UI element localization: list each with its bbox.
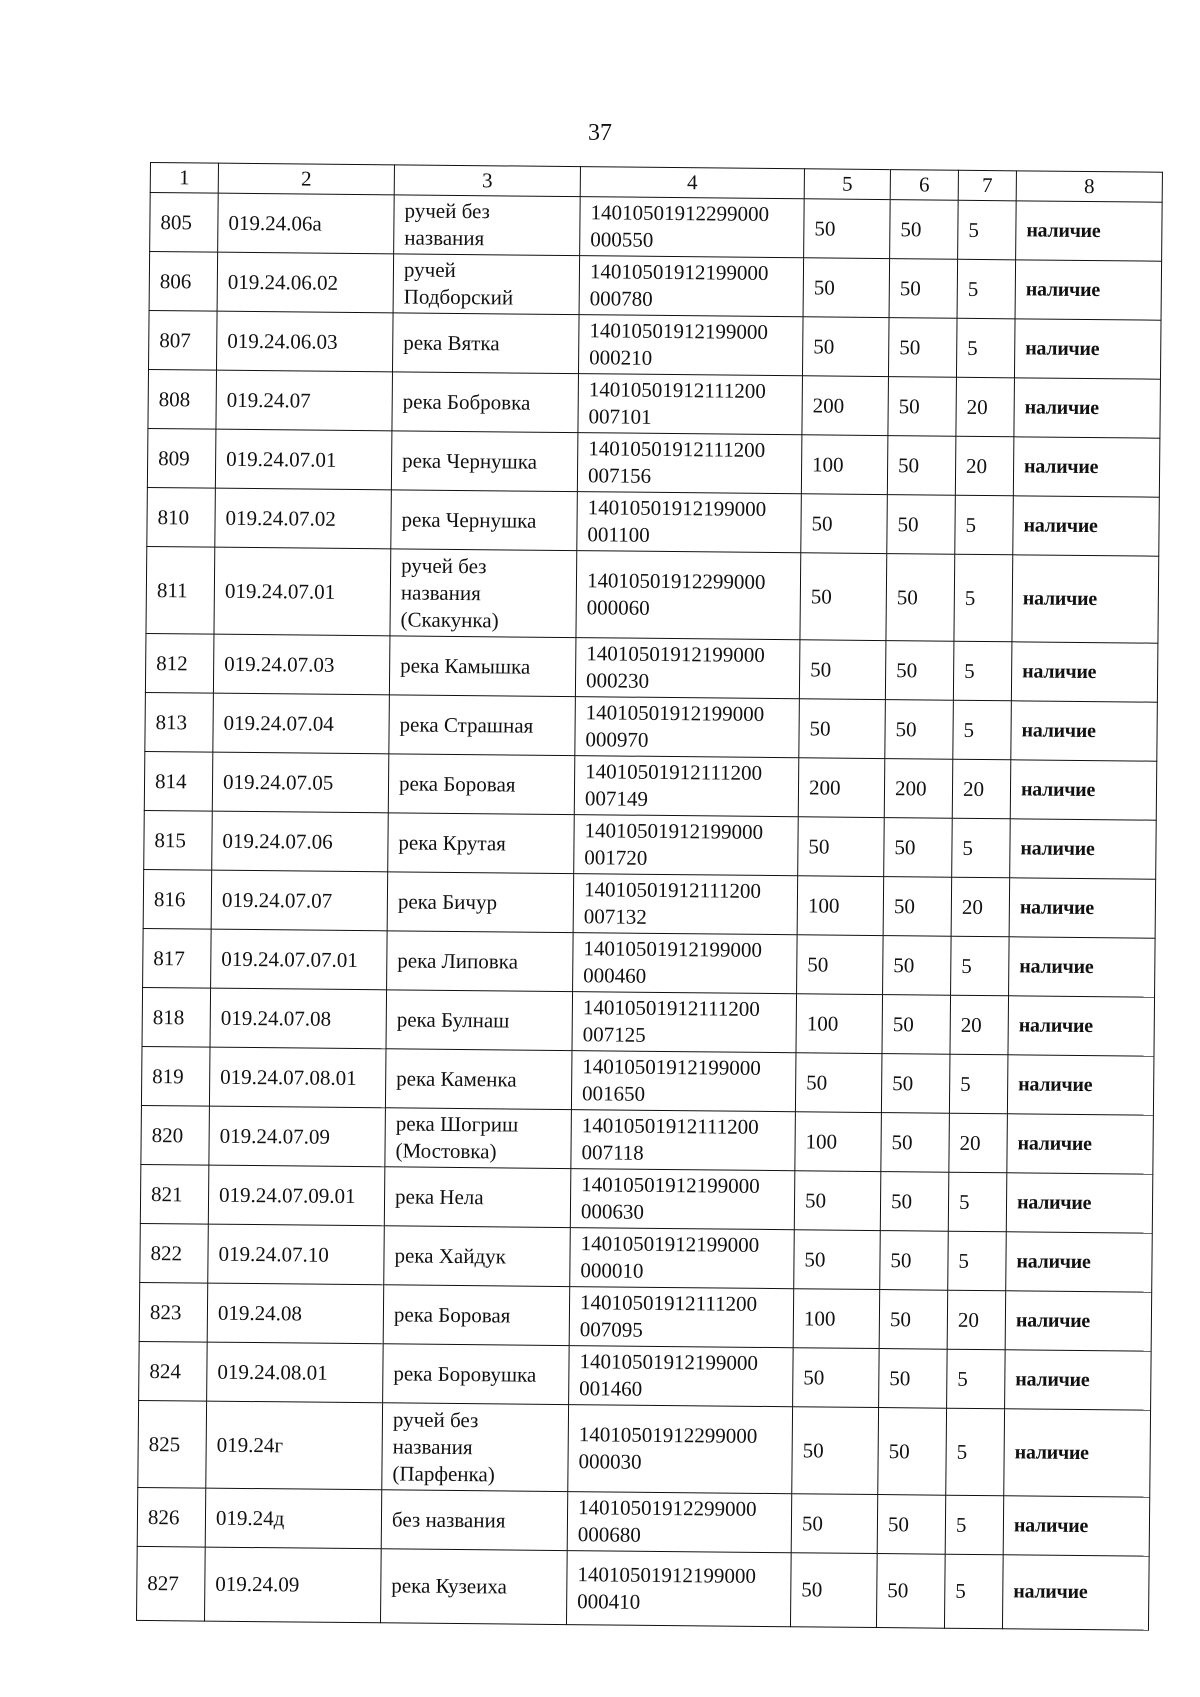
row-name: ручей Подборский [393,254,580,315]
row-col7: 20 [956,377,1015,437]
row-col5: 50 [797,935,884,995]
row-col5: 50 [802,317,889,377]
row-number: 809 [147,428,216,488]
row-status: наличие [1010,760,1157,820]
row-status: наличие [1007,1114,1154,1174]
row-number: 813 [145,692,214,752]
row-number: 819 [141,1046,210,1106]
table-row [141,1046,1154,1115]
row-code: 019.24.07.04 [213,693,390,754]
row-col6: 50 [890,200,959,260]
row-registry-id: 14010501912199000 000410 [566,1551,791,1627]
row-col5: 50 [804,199,891,259]
row-col6: 50 [880,1231,949,1291]
row-name: река Кузеиха [380,1549,567,1625]
row-code: 019.24.06.03 [217,311,394,372]
table-row [140,1164,1153,1233]
table-row [141,1105,1154,1174]
row-col7: 5 [953,641,1012,701]
table-row [139,1282,1152,1351]
row-name: река Страшная [389,695,576,756]
row-name: река Шогриш (Мостовка) [385,1108,572,1169]
table-row [146,546,1159,643]
row-col6: 50 [889,259,958,319]
row-name: река Липовка [387,931,574,992]
row-number: 825 [138,1400,207,1488]
row-col7: 20 [949,1113,1008,1173]
row-name: река Камышка [389,636,576,697]
table-row [144,751,1157,820]
row-col5: 100 [793,1289,880,1349]
row-status: наличие [1015,260,1162,320]
row-code: 019.24.07.07 [211,870,388,931]
row-col6: 50 [879,1290,948,1350]
row-col7: 5 [944,1554,1003,1629]
row-registry-id: 14010501912199000 000780 [579,256,804,317]
row-code: 019.24.07.08 [210,988,387,1049]
row-name: река Чернушка [391,431,578,492]
row-col5: 50 [801,494,888,554]
row-col7: 5 [954,554,1013,642]
table-row [150,193,1163,262]
row-col6: 50 [883,936,952,996]
row-col5: 50 [794,1230,881,1290]
header-col-6: 6 [890,170,958,201]
header-col-5: 5 [804,169,890,200]
row-name: река Боровая [383,1285,570,1346]
row-col6: 50 [881,1054,950,1114]
row-status: наличие [1009,937,1156,997]
row-status: наличие [1008,996,1155,1056]
row-registry-id: 14010501912199000 000230 [575,638,800,699]
row-registry-id: 14010501912111200 007125 [572,992,797,1053]
row-number: 823 [139,1282,208,1342]
header-col-3: 3 [394,165,580,197]
row-registry-id: 14010501912299000 000550 [580,197,805,258]
row-status: наличие [1005,1350,1152,1410]
row-col5: 50 [791,1494,878,1554]
row-col6: 50 [879,1349,948,1409]
row-col5: 50 [794,1171,881,1231]
row-registry-id: 14010501912199000 000460 [573,933,798,994]
row-number: 808 [148,369,217,429]
row-status: наличие [1003,1496,1150,1556]
row-code: 019.24.06а [218,193,395,254]
row-col5: 100 [797,876,884,936]
table-row [147,487,1160,556]
row-code: 019.24г [206,1401,383,1490]
table-row [148,369,1161,438]
row-col5: 100 [795,1112,882,1172]
row-name: ручей без названия (Парфенка) [382,1403,569,1492]
row-code: 019.24.09 [204,1547,381,1623]
row-number: 821 [140,1164,209,1224]
row-col6: 50 [884,818,953,878]
row-code: 019.24.07 [216,370,393,431]
table-row [143,928,1156,997]
row-col5: 50 [793,1348,880,1408]
row-col6: 50 [882,995,951,1055]
row-registry-id: 14010501912199000 000970 [575,697,800,758]
header-col-7: 7 [958,170,1016,201]
row-name: река Бичур [387,872,574,933]
row-number: 817 [143,928,212,988]
row-registry-id: 14010501912199000 000630 [570,1169,795,1230]
row-col5: 100 [796,994,883,1054]
row-col5: 200 [798,758,885,818]
row-name: река Каменка [385,1049,572,1110]
table-row [136,1546,1149,1630]
row-col6: 50 [887,495,956,555]
row-number: 807 [149,310,218,370]
row-number: 812 [145,633,214,693]
table-row [140,1223,1153,1292]
row-code: 019.24.07.08.01 [209,1047,386,1108]
row-col6: 50 [886,554,955,642]
row-number: 811 [146,546,215,634]
table-row [137,1487,1150,1556]
row-name: река Крутая [388,813,575,874]
row-registry-id: 14010501912299000 000680 [567,1492,792,1553]
row-col5: 100 [801,435,888,495]
row-status: наличие [1011,642,1158,702]
row-number: 824 [139,1341,208,1401]
row-status: наличие [1013,437,1160,497]
row-col7: 5 [945,1495,1004,1555]
row-name: река Бобровка [392,372,579,433]
row-col6: 50 [876,1554,945,1629]
row-number: 827 [136,1546,205,1621]
row-status: наличие [1004,1409,1151,1497]
row-name: река Боровая [388,754,575,815]
header-col-1: 1 [150,163,218,194]
row-col5: 50 [799,699,886,759]
table-row [144,810,1157,879]
row-status: наличие [1016,201,1163,261]
row-code: 019.24.07.01 [215,429,392,490]
row-status: наличие [1006,1232,1153,1292]
table-row [149,252,1162,321]
row-code: 019.24.07.01 [214,547,391,636]
table-row [143,869,1156,938]
row-code: 019.24.08 [207,1283,384,1344]
row-name: без названия [381,1490,568,1551]
row-number: 826 [137,1487,206,1547]
row-status: наличие [1010,819,1157,879]
row-col5: 200 [802,376,889,436]
row-col7: 5 [953,700,1012,760]
row-number: 806 [149,252,218,312]
row-code: 019.24.08.01 [207,1342,384,1403]
row-col7: 5 [946,1408,1005,1496]
row-col7: 5 [948,1231,1007,1291]
row-number: 815 [144,810,213,870]
row-name: река Нела [384,1167,571,1228]
row-name: река Чернушка [391,490,578,551]
header-col-8: 8 [1016,171,1162,202]
row-status: наличие [1014,319,1161,379]
row-status: наличие [1006,1173,1153,1233]
row-name: река Боровушка [383,1344,570,1405]
row-col7: 5 [956,318,1015,378]
row-name: река Булнаш [386,990,573,1051]
row-code: 019.24.07.09 [209,1106,386,1167]
row-status: наличие [1002,1555,1149,1630]
row-col7: 5 [951,936,1010,996]
row-col7: 5 [947,1349,1006,1409]
row-col7: 5 [958,200,1017,260]
table-row [145,633,1158,702]
row-status: наличие [1009,878,1156,938]
row-registry-id: 14010501912111200 007101 [578,374,803,435]
row-name: река Вятка [392,313,579,374]
row-registry-id: 14010501912199000 001460 [569,1346,794,1407]
row-registry-id: 14010501912111200 007132 [573,874,798,935]
table-row [142,987,1155,1056]
row-number: 814 [144,751,213,811]
row-col6: 50 [880,1172,949,1232]
row-registry-id: 14010501912111200 007095 [569,1287,794,1348]
row-code: 019.24.07.03 [213,634,390,695]
table-row [147,428,1160,497]
row-col5: 50 [803,258,890,318]
row-col6: 50 [877,1495,946,1555]
row-number: 810 [147,487,216,547]
row-col6: 50 [883,877,952,937]
row-code: 019.24.07.10 [208,1224,385,1285]
row-code: 019.24.07.05 [212,752,389,813]
row-col5: 50 [795,1053,882,1113]
row-registry-id: 14010501912199000 001720 [574,815,799,876]
row-col5: 50 [790,1553,877,1628]
row-col5: 50 [798,817,885,877]
row-name: ручей без названия (Скакунка) [390,549,577,638]
row-col7: 5 [957,259,1016,319]
page-number: 37 [588,120,612,146]
row-number: 820 [141,1105,210,1165]
row-col5: 50 [792,1407,879,1495]
row-registry-id: 14010501912299000 000030 [568,1405,793,1494]
row-number: 816 [143,869,212,929]
row-registry-id: 14010501912199000 000210 [578,315,803,376]
row-registry-id: 14010501912299000 000060 [576,551,801,640]
row-registry-id: 14010501912199000 001650 [571,1051,796,1112]
table-row [149,310,1162,379]
water-bodies-table [136,162,1163,1631]
row-col6: 50 [885,641,954,701]
row-col7: 20 [950,995,1009,1055]
row-col7: 5 [948,1172,1007,1232]
row-registry-id: 14010501912111200 007149 [574,756,799,817]
row-col6: 200 [884,759,953,819]
row-col6: 50 [885,700,954,760]
row-registry-id: 14010501912111200 007118 [571,1110,796,1171]
row-name: река Хайдук [384,1226,571,1287]
header-col-4: 4 [580,167,804,199]
row-col7: 5 [952,818,1011,878]
row-code: 019.24.07.07.01 [211,929,388,990]
row-code: 019.24.07.02 [215,488,392,549]
row-number: 822 [140,1223,209,1283]
row-number: 805 [150,193,219,253]
row-registry-id: 14010501912199000 001100 [577,492,802,553]
row-col6: 50 [887,436,956,496]
row-status: наличие [1013,496,1160,556]
table-row [138,1400,1151,1497]
row-status: наличие [1007,1055,1154,1115]
row-col5: 50 [799,640,886,700]
row-col6: 50 [881,1113,950,1173]
row-status: наличие [1005,1291,1152,1351]
row-registry-id: 14010501912111200 007156 [577,433,802,494]
row-status: наличие [1012,555,1159,643]
header-col-2: 2 [218,163,394,195]
row-col7: 20 [955,436,1014,496]
row-code: 019.24.07.06 [212,811,389,872]
row-status: наличие [1014,378,1161,438]
row-name: ручей без названия [394,195,581,256]
table-row [139,1341,1152,1410]
row-code: 019.24д [205,1488,382,1549]
row-status: наличие [1011,701,1158,761]
row-col7: 5 [955,495,1014,555]
row-number: 818 [142,987,211,1047]
row-col7: 20 [947,1290,1006,1350]
row-col5: 50 [800,553,887,641]
row-col6: 50 [878,1408,947,1496]
row-col6: 50 [888,377,957,437]
table-row [145,692,1158,761]
row-col7: 20 [952,759,1011,819]
row-registry-id: 14010501912199000 000010 [570,1228,795,1289]
row-col6: 50 [888,318,957,378]
row-col7: 5 [949,1054,1008,1114]
row-code: 019.24.06.02 [217,252,394,313]
row-code: 019.24.07.09.01 [208,1165,385,1226]
row-col7: 20 [951,877,1010,937]
